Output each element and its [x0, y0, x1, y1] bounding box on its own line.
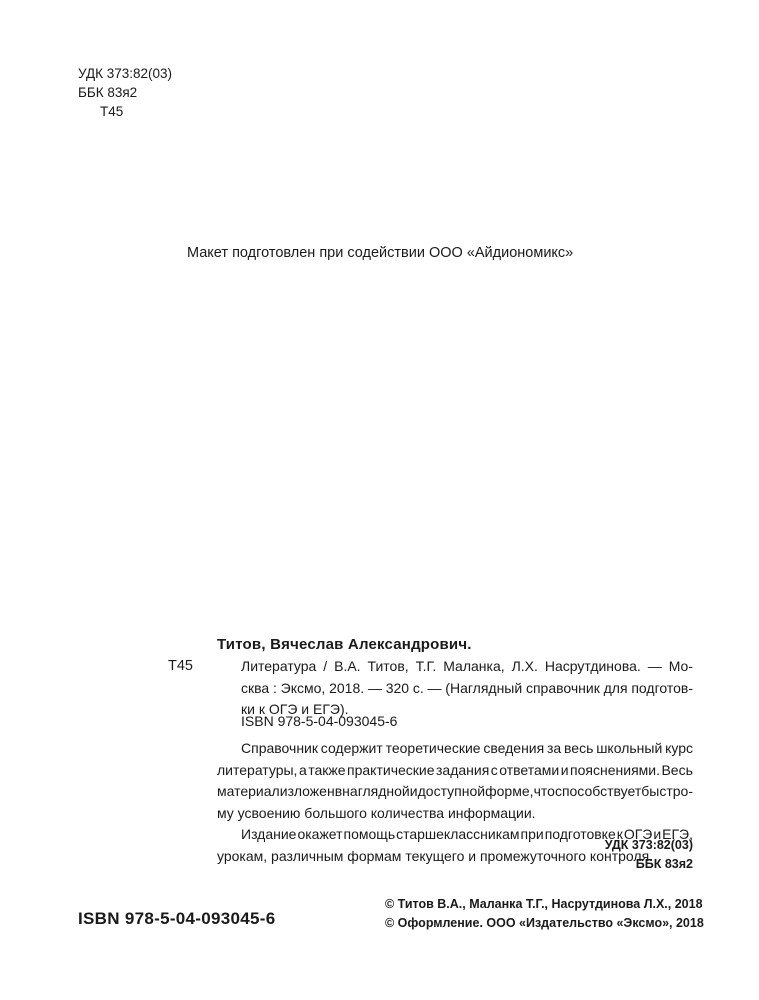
word: помощь [343, 826, 396, 842]
word: в [334, 783, 343, 799]
word: Издание [241, 826, 297, 842]
isbn-main: ISBN 978-5-04-093045-6 [78, 909, 276, 928]
word: : [272, 679, 277, 696]
word: пояснениями. [570, 761, 660, 778]
word: 320 [385, 679, 410, 696]
word: сведения [483, 740, 545, 756]
word: окажет [297, 826, 343, 842]
word: материал [217, 783, 280, 799]
word: Эксмо, [280, 679, 326, 696]
author-sign: Т45 [100, 104, 124, 119]
word: подготовке [544, 826, 616, 842]
word: справочник [525, 679, 600, 696]
word: ОГЭ [623, 826, 653, 842]
author-heading: Титов, Вячеслав Александрович. [217, 636, 472, 653]
word: — [647, 658, 662, 674]
word: / [323, 658, 328, 674]
isbn-catalog: ISBN 978-5-04-093045-6 [241, 713, 398, 729]
word: ответами [499, 761, 560, 778]
word: литературы, [217, 761, 298, 778]
word: за [547, 740, 562, 756]
word: способствует [554, 783, 642, 799]
abstract-line [217, 781, 693, 803]
bbk-code: ББК 83я2 [78, 85, 138, 100]
udk-code-bottom: УДК 373:82(03) [604, 838, 693, 852]
description-line [241, 678, 693, 700]
layout-note: Макет подготовлен при содействии ООО «Айдиономикс» [187, 245, 574, 261]
word: теоретические [385, 740, 481, 756]
word: старшеклассникам [396, 826, 520, 842]
word: Т.Г. [415, 658, 437, 674]
word: Маланка, [443, 658, 505, 674]
word: наглядной [342, 783, 410, 799]
word: Литература [241, 658, 317, 674]
word: изложен [279, 783, 335, 799]
description-line [241, 656, 693, 678]
word: Л.Х. [511, 658, 538, 674]
copyright-authors: © Титов В.А., Маланка Т.Г., Насрутдинова Л.Х., 2018 [385, 897, 703, 911]
word: для [603, 679, 628, 696]
abstract-line [217, 803, 693, 825]
word: и [409, 783, 418, 799]
word: весь [564, 740, 594, 756]
word: при [520, 826, 544, 842]
classification-codes-bottom [560, 836, 693, 874]
word: 2018. [329, 679, 365, 696]
word: с. [412, 679, 424, 696]
word: к [616, 826, 623, 842]
word: доступной [417, 783, 486, 799]
word: с [490, 761, 498, 778]
word: В.А. [334, 658, 361, 674]
copyright-block [385, 895, 704, 933]
word: задания [436, 761, 490, 778]
word: что [533, 783, 555, 799]
abstract-line [217, 738, 693, 760]
word: — [367, 679, 382, 696]
word: Мо- [668, 658, 693, 674]
word: также [308, 761, 346, 778]
word: сква [241, 679, 270, 696]
bibliographic-description [241, 656, 693, 721]
word: ки к ОГЭ и ЕГЭ). [241, 701, 349, 717]
word: ЕГЭ, [662, 826, 693, 842]
word: содержит [320, 740, 383, 756]
classification-codes-top [78, 64, 172, 121]
word: му усвоению большого количества информации. [217, 804, 536, 821]
word: школьный [596, 740, 663, 756]
abstract-line [217, 760, 693, 782]
bbk-code-bottom: ББК 83я2 [635, 857, 693, 871]
word: Насрутдинова. [544, 658, 641, 674]
word: урокам, различным формам текущего и промежуточного контроля. [217, 847, 654, 864]
word: Весь [661, 761, 693, 778]
word: — [427, 679, 442, 696]
word: и [653, 826, 662, 842]
word: а [298, 761, 307, 778]
word: форме, [485, 783, 534, 799]
word: практические [347, 761, 435, 778]
word: Справочник [241, 740, 318, 756]
word: подготов- [631, 679, 693, 696]
word: курс [665, 740, 693, 756]
udk-code: УДК 373:82(03) [78, 66, 173, 81]
copyright-design: © Оформление. ООО «Издательство «Эксмо», 2018 [385, 916, 704, 930]
word: быстро- [641, 783, 693, 799]
word: Титов, [367, 658, 409, 674]
word: и [560, 761, 569, 778]
word: (Наглядный [445, 679, 523, 696]
catalog-author-sign: Т45 [168, 658, 193, 674]
